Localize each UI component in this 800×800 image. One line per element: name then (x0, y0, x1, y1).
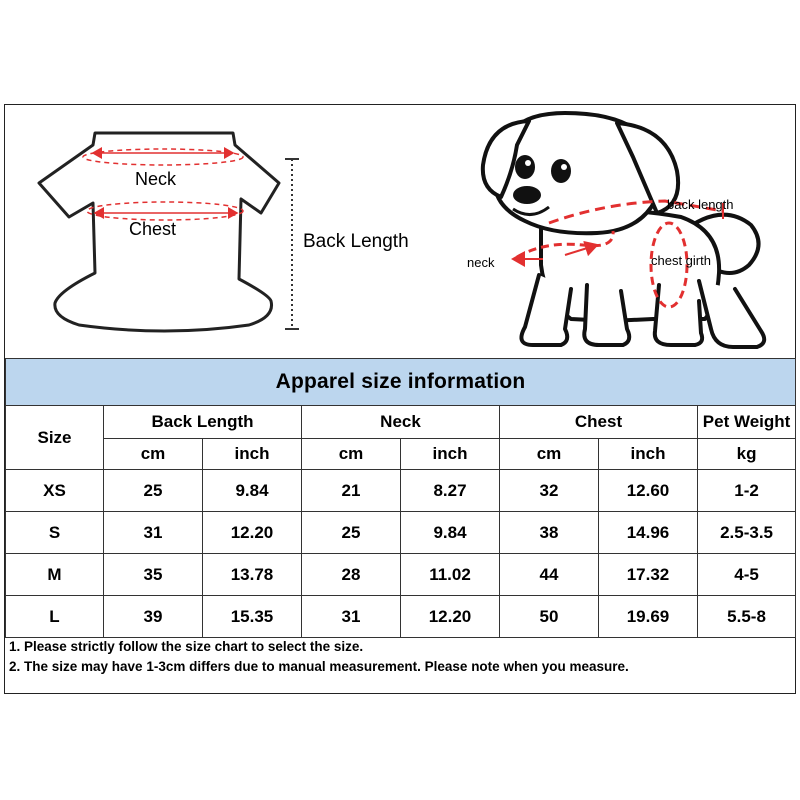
dog-chest-girth-label: chest girth (651, 253, 711, 268)
dog-neck-label: neck (467, 255, 495, 270)
value-cell: 31 (104, 512, 203, 554)
unit-header: cm (500, 439, 599, 470)
value-cell: 12.20 (401, 596, 500, 638)
unit-header: cm (104, 439, 203, 470)
value-cell: 13.78 (203, 554, 302, 596)
size-table (5, 358, 796, 638)
dog-back-length-label: back length (667, 197, 734, 212)
unit-header: cm (302, 439, 401, 470)
table-row (6, 554, 796, 596)
value-cell: 25 (104, 470, 203, 512)
value-cell: 14.96 (599, 512, 698, 554)
value-cell: 5.5-8 (698, 596, 796, 638)
shirt-chest-label: Chest (129, 219, 177, 239)
table-row (6, 596, 796, 638)
back-length-header: Back Length (104, 406, 302, 439)
value-cell: 50 (500, 596, 599, 638)
value-cell: 19.69 (599, 596, 698, 638)
value-cell: 1-2 (698, 470, 796, 512)
table-row (6, 470, 796, 512)
value-cell: 35 (104, 554, 203, 596)
value-cell: 9.84 (401, 512, 500, 554)
size-cell: XS (6, 470, 104, 512)
value-cell: 32 (500, 470, 599, 512)
value-cell: 8.27 (401, 470, 500, 512)
size-cell: M (6, 554, 104, 596)
value-cell: 12.60 (599, 470, 698, 512)
value-cell: 21 (302, 470, 401, 512)
table-title: Apparel size information (6, 359, 796, 406)
value-cell: 44 (500, 554, 599, 596)
value-cell: 39 (104, 596, 203, 638)
value-cell: 25 (302, 512, 401, 554)
shirt-neck-label: Neck (135, 169, 177, 189)
note-2: 2. The size may have 1-3cm differs due to manual measurement. Please note when you measure. (9, 659, 629, 674)
unit-header: kg (698, 439, 796, 470)
note-1: 1. Please strictly follow the size chart to select the size. (9, 639, 364, 654)
neck-header: Neck (302, 406, 500, 439)
value-cell: 9.84 (203, 470, 302, 512)
value-cell: 38 (500, 512, 599, 554)
value-cell: 12.20 (203, 512, 302, 554)
size-cell: L (6, 596, 104, 638)
value-cell: 4-5 (698, 554, 796, 596)
chest-header: Chest (500, 406, 698, 439)
table-row (6, 512, 796, 554)
value-cell: 31 (302, 596, 401, 638)
unit-header: inch (599, 439, 698, 470)
dog-illustration (483, 113, 764, 347)
value-cell: 15.35 (203, 596, 302, 638)
shirt-back-length-label: Back Length (303, 231, 409, 252)
measurement-illustrations (5, 105, 795, 358)
value-cell: 2.5-3.5 (698, 512, 796, 554)
unit-header: inch (203, 439, 302, 470)
value-cell: 28 (302, 554, 401, 596)
value-cell: 11.02 (401, 554, 500, 596)
notes-section (5, 635, 793, 693)
value-cell: 17.32 (599, 554, 698, 596)
size-column-header: Size (6, 406, 104, 470)
size-cell: S (6, 512, 104, 554)
pet-weight-header: Pet Weight (698, 406, 796, 439)
size-chart-frame (4, 104, 796, 694)
unit-header: inch (401, 439, 500, 470)
